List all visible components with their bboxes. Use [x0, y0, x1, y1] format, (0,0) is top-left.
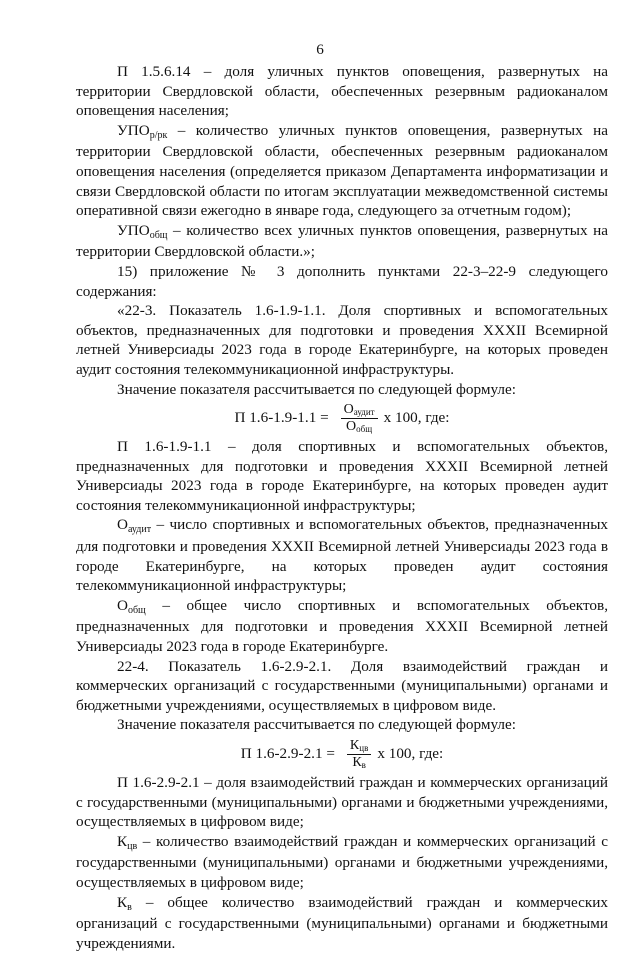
symbol: К [117, 893, 128, 911]
symbol-subscript: общ [149, 229, 168, 241]
paragraph [76, 221, 608, 262]
formula-lhs: П 1.6-1.9-1.1 = [234, 409, 329, 427]
numerator-symbol: К [349, 737, 360, 753]
symbol: УПО [117, 221, 150, 239]
fraction-denominator [343, 419, 375, 435]
symbol-subscript: в [127, 901, 132, 913]
fraction-denominator [349, 755, 369, 771]
document-body [76, 62, 608, 953]
symbol: О [117, 596, 128, 614]
symbol-subscript: цв [127, 840, 138, 852]
formula [76, 735, 608, 773]
definition-text: – общее число спортивных и вспомогательных объектов, предназначенных для подготовки и проведения XXXII Всемирной летней Универсиады 2023 года в городе Екатеринбурге. [76, 596, 608, 656]
fraction-numerator [341, 402, 378, 419]
definition-text: – общее количество взаимодействий граждан и коммерческих организаций с государственными (муниципальными) органами и бюджетными учреждениями. [76, 893, 608, 952]
denominator-subscript: общ [356, 423, 373, 434]
formula-rhs: x 100, где: [383, 409, 450, 427]
numerator-symbol: О [343, 401, 354, 417]
symbol: К [117, 832, 128, 850]
paragraph: П 1.6-1.9-1.1 – доля спортивных и вспомогательных объектов, предназначенных для подготовки и проведения XXXII Всемирной летней Универсиады 2023 года в городе Екатеринбурге, на которых проведен аудит состояния телекоммуникационной инфраструктуры; [76, 438, 608, 514]
formula-rhs: x 100, где: [377, 745, 444, 763]
paragraph [76, 515, 608, 595]
definition-text: – количество взаимодействий граждан и коммерческих организаций с государственными (муниципальными) органами и бюджетными учреждениями, осуществляемых в цифровом виде; [76, 832, 608, 891]
formula-fraction [347, 738, 371, 771]
symbol-subscript: р/рк [149, 129, 168, 141]
page-number: 6 [316, 41, 324, 58]
definition-text: – количество уличных пунктов оповещения, развернутых на территории Свердловской области, обеспеченных резервным радиоканалом оповещения населения (определяется приказом Департамента информатизации и связи Свердловской области по итогам эксплуатации межведомственной системы оперативной связи ежегодно в январе года, следующего за отчетным годом); [76, 121, 608, 220]
denominator-symbol: О [346, 418, 357, 434]
paragraph: 22-4. Показатель 1.6-2.9-2.1. Доля взаимодействий граждан и коммерческих организаций с государственными (муниципальными) органами и бюджетными учреждениями, осуществляемых в цифровом виде. [76, 657, 608, 714]
denominator-symbol: К [352, 754, 362, 770]
paragraph: Значение показателя рассчитывается по следующей формуле: [117, 716, 516, 734]
definition-text: – число спортивных и вспомогательных объектов, предназначенных для подготовки и проведения XXXII Всемирной летней Универсиады 2023 года в городе Екатеринбурге, на которых проведен аудит состояния телекоммуникационной инфраструктуры; [76, 516, 608, 595]
paragraph: «22-3. Показатель 1.6-1.9-1.1. Доля спортивных и вспомогательных объектов, предназначенных для подготовки и проведения XXXII Всемирной летней Универсиады 2023 года в городе Екатеринбурге, на которых проведен аудит состояния телекоммуникационной инфраструктуры. [76, 302, 608, 378]
definition-text: – количество всех уличных пунктов оповещения, развернутых на территории Свердловской области.»; [76, 221, 608, 261]
symbol-subscript: аудит [127, 524, 152, 536]
numerator-subscript: цв [359, 742, 369, 753]
numerator-subscript: аудит [353, 406, 375, 417]
paragraph: Значение показателя рассчитывается по следующей формуле: [117, 380, 516, 398]
denominator-subscript: в [361, 759, 366, 770]
paragraph [76, 893, 608, 953]
fraction-numerator [347, 738, 371, 755]
paragraph: П 1.5.6.14 – доля уличных пунктов оповещения, развернутых на территории Свердловской области, обеспеченных резервным радиоканалом оповещения населения; [76, 63, 608, 120]
paragraph [76, 596, 608, 657]
formula [76, 399, 608, 437]
paragraph: П 1.6-2.9-2.1 – доля взаимодействий граждан и коммерческих организаций с государственными (муниципальными) органами и бюджетными учреждениями, осуществляемых в цифровом виде; [76, 774, 608, 831]
paragraph [76, 121, 608, 221]
symbol: О [117, 516, 128, 534]
formula-lhs: П 1.6-2.9-2.1 = [240, 745, 335, 763]
paragraph [76, 832, 608, 893]
symbol: УПО [117, 121, 150, 139]
formula-fraction [341, 402, 378, 435]
symbol-subscript: общ [127, 604, 146, 616]
paragraph: 15) приложение № 3 дополнить пунктами 22-3–22-9 следующего содержания: [76, 262, 608, 300]
